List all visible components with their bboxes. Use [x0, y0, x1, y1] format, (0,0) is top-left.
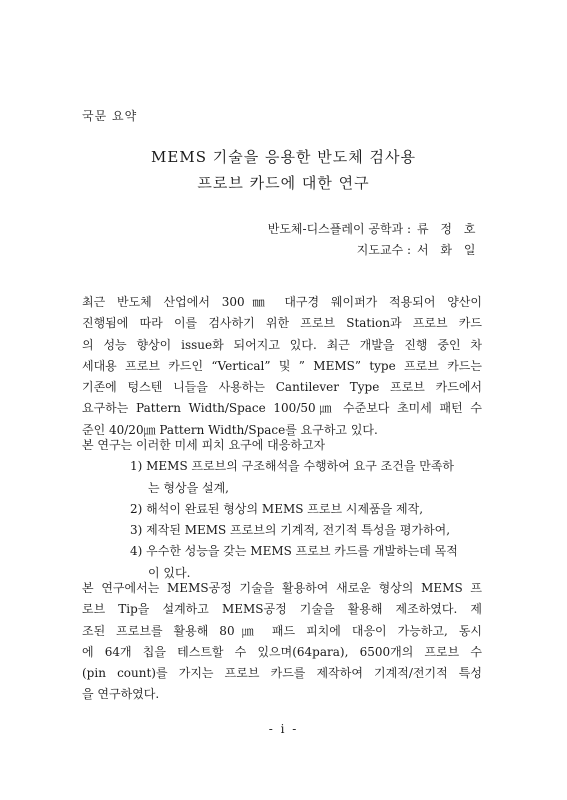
list-item-continuation: 이 있다. — [148, 565, 191, 580]
paragraph-line: 요구하는 Pattern Width/Space 100/50㎛ 수준보다 초미세 패턴 수 — [82, 401, 482, 416]
paragraph-line: 본 연구에서는 MEMS공정 기술을 활용하여 새로운 형상의 MEMS 프 — [82, 581, 482, 595]
abstract-paragraph-3 — [82, 578, 482, 706]
paragraph-line: 의 성능 향상이 issue화 되어지고 있다. 최근 개발을 진행 중인 차 — [82, 337, 482, 352]
paragraph-line: 을 연구하였다. — [82, 687, 160, 702]
paragraph-line: 준인 40/20㎛ Pattern Width/Space를 요구하고 있다. — [82, 422, 378, 437]
section-heading: 국문 요약 — [82, 109, 138, 123]
abstract-paragraph-1 — [82, 292, 482, 441]
paragraph-line: 최근 반도체 산업에서 300㎜ 대구경 웨이퍼가 적용되어 양산이 — [82, 295, 482, 309]
paragraph-line: 세대용 프로브 카드인 “Vertical” 및 ” MEMS” type 프로브 카드는 — [82, 358, 482, 373]
title-line-1: MEMS 기술을 응용한 반도체 검사용 — [151, 148, 416, 166]
paragraph-line: 로브 Tip을 설계하고 MEMS공정 기술을 활용해 제조하였다. 제 — [82, 602, 482, 617]
author-department-row — [268, 220, 485, 237]
list-item: 1) MEMS 프로브의 구조해석을 수행하여 요구 조건을 만족하 — [130, 459, 455, 474]
department-label: 반도체-디스플레이 공학과 : — [267, 222, 411, 236]
advisor-row — [357, 241, 485, 258]
title-line-2: 프로브 카드에 대한 연구 — [197, 174, 370, 192]
paragraph-line: 기존에 텅스텐 니들을 사용하는 Cantilever Type 프로브 카드에서 — [82, 380, 482, 395]
paragraph-line: 조된 프로브를 활용해 80㎛ 패드 피치에 대응이 가능하고, 동시 — [82, 623, 482, 638]
list-item: 2) 해석이 완료된 형상의 MEMS 프로브 시제품을 제작, — [130, 501, 424, 516]
paragraph-line: (pin count)를 가지는 프로브 카드를 제작하여 기계적/전기적 특성 — [82, 666, 482, 681]
paragraph-intro: 본 연구는 이러한 미세 피치 요구에 대응하고자 — [82, 438, 326, 452]
paragraph-line: 진행됨에 따라 이를 검사하기 위한 프로브 Station과 프로브 카드 — [82, 316, 482, 331]
advisor-label: 지도교수 : — [356, 243, 411, 257]
list-item: 4) 우수한 성능을 갖는 MEMS 프로브 카드를 개발하는데 목적 — [130, 544, 458, 559]
list-item: 3) 제작된 MEMS 프로브의 기계적, 전기적 특성을 평가하여, — [130, 523, 451, 538]
advisor-name: 서 화 일 — [417, 243, 480, 257]
list-item-continuation: 는 형상을 설계, — [148, 480, 229, 495]
abstract-paragraph-2 — [82, 435, 482, 584]
paragraph-line: 에 64개 칩을 테스트할 수 있으며(64para), 6500개의 프로브 수 — [82, 644, 482, 659]
author-name: 류 정 호 — [417, 222, 480, 236]
page-number: - i - — [268, 722, 299, 736]
